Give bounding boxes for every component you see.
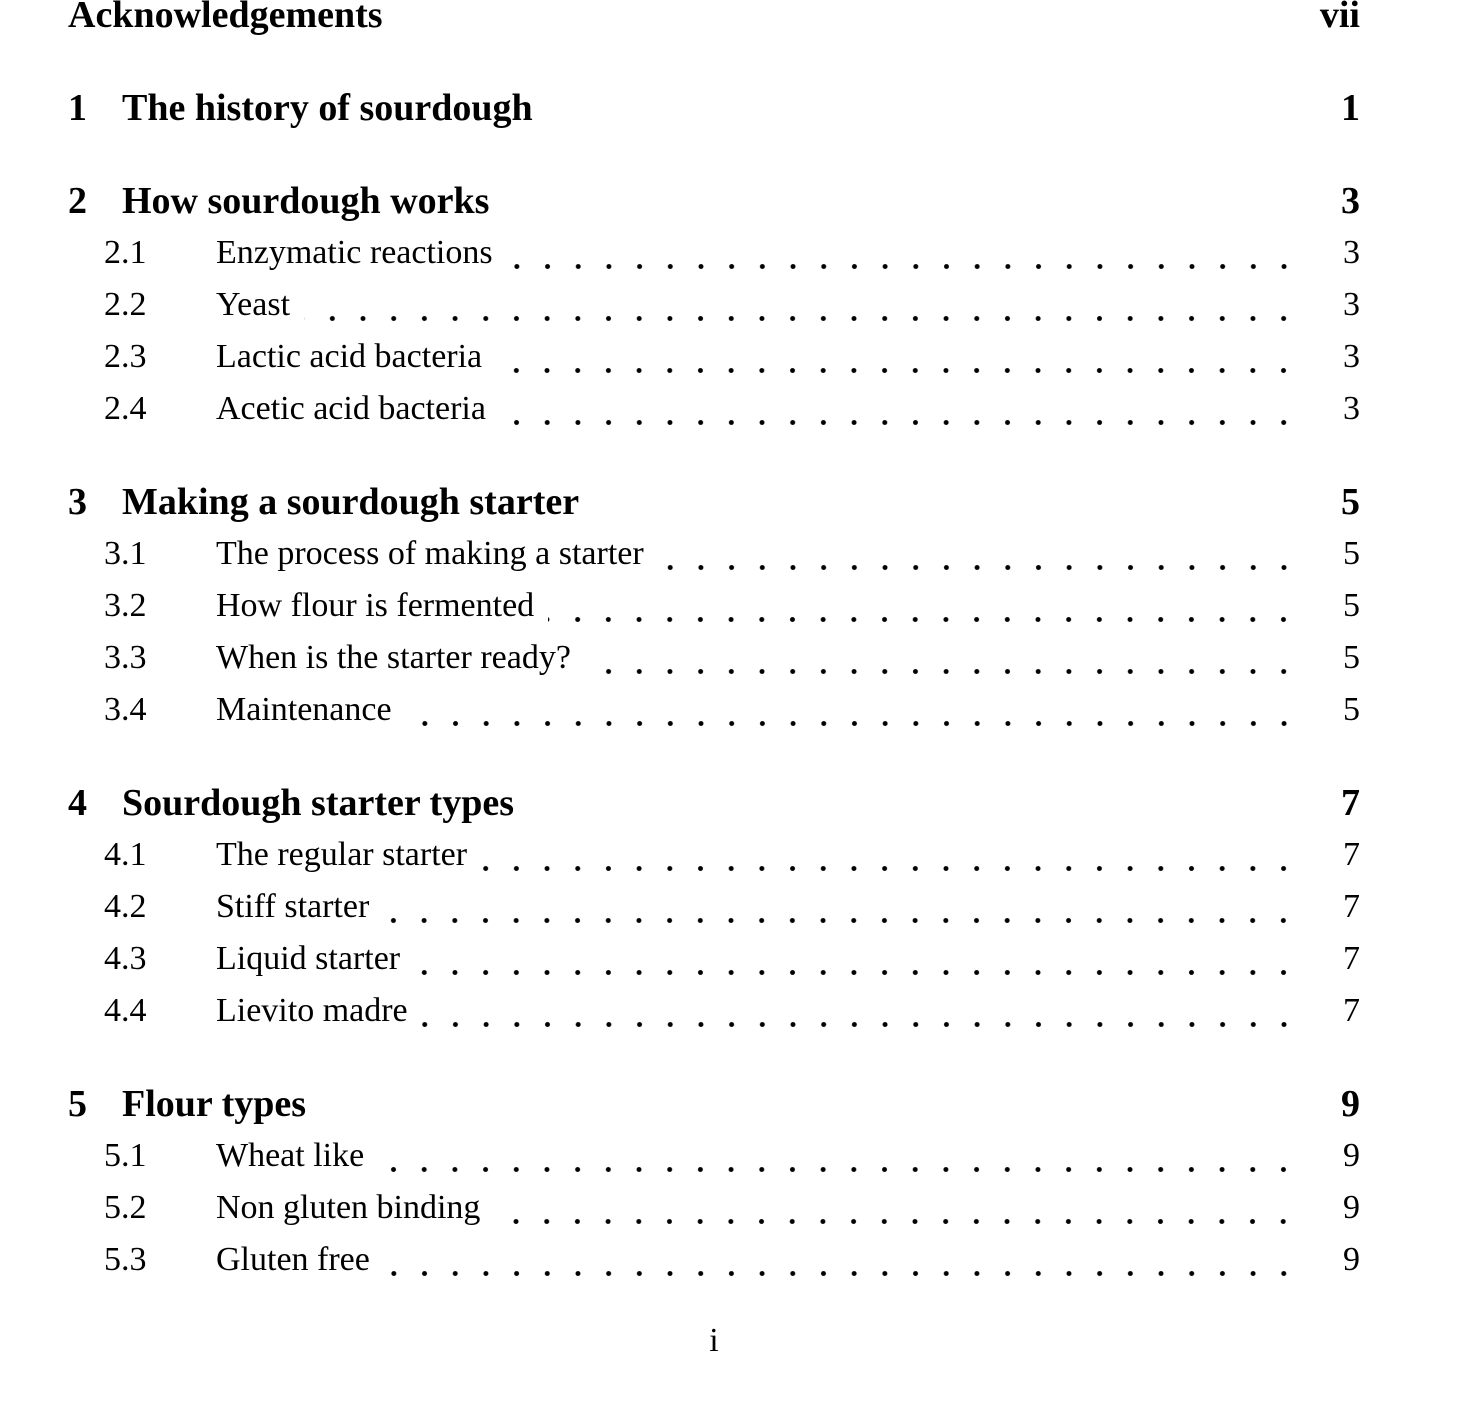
section-title: Wheat like: [216, 1137, 365, 1174]
chapter-number: 3: [68, 481, 87, 523]
toc-entry-section-5-2: [68, 1182, 1360, 1234]
dot-leader: [658, 564, 1299, 571]
toc-entry-chapter-4: [68, 777, 1360, 829]
chapter-page-number: 1: [1341, 87, 1360, 129]
dot-leader: [585, 668, 1299, 675]
section-page-number: 7: [1343, 992, 1360, 1029]
chapter-title: How sourdough works: [122, 180, 490, 222]
dot-leader: [507, 263, 1299, 270]
dot-leader: [383, 917, 1299, 924]
section-number: 3.1: [104, 535, 147, 572]
section-title: Acetic acid bacteria: [216, 390, 486, 427]
dot-leader: [384, 1270, 1299, 1277]
section-title: The regular starter: [216, 836, 468, 873]
section-page-number: 7: [1343, 940, 1360, 977]
toc-entry-section-5-1: [68, 1130, 1360, 1182]
dot-leader: [548, 616, 1299, 623]
section-number: 3.3: [104, 639, 147, 676]
entry-page-number: vii: [1319, 0, 1360, 36]
chapter-title: Sourdough starter types: [122, 782, 514, 824]
toc-entry-section-3-2: [68, 580, 1360, 632]
section-page-number: 3: [1343, 234, 1360, 271]
section-number: 4.1: [104, 836, 147, 873]
section-number: 2.1: [104, 234, 147, 271]
dot-leader: [378, 1166, 1299, 1173]
section-page-number: 3: [1343, 286, 1360, 323]
toc-entry-section-2-1: [68, 227, 1360, 279]
section-number: 4.4: [104, 992, 147, 1029]
chapter-title: Making a sourdough starter: [122, 481, 580, 523]
section-title: The process of making a starter: [216, 535, 644, 572]
section-page-number: 5: [1343, 639, 1360, 676]
toc-entry-section-3-3: [68, 632, 1360, 684]
section-title: Non gluten binding: [216, 1189, 481, 1226]
dot-leader: [414, 969, 1299, 976]
section-number: 2.2: [104, 286, 147, 323]
chapter-title: The history of sourdough: [122, 87, 533, 129]
section-number: 3.2: [104, 587, 147, 624]
chapter-title: Flour types: [122, 1083, 307, 1125]
toc-entry-section-2-2: [68, 279, 1360, 331]
section-number: 4.3: [104, 940, 147, 977]
toc-entry-section-4-3: [68, 933, 1360, 985]
section-title: Stiff starter: [216, 888, 370, 925]
toc-entry-section-4-1: [68, 829, 1360, 881]
section-number: 4.2: [104, 888, 147, 925]
toc-entry-chapter-2: [68, 175, 1360, 227]
section-title: Maintenance: [216, 691, 392, 728]
section-title: Gluten free: [216, 1241, 370, 1278]
chapter-number: 1: [68, 87, 87, 129]
dot-leader: [406, 720, 1299, 727]
section-page-number: 7: [1343, 888, 1360, 925]
toc-entry-section-2-4: [68, 383, 1360, 435]
dot-leader: [494, 1218, 1299, 1225]
chapter-page-number: 7: [1341, 782, 1360, 824]
toc-entry-chapter-3: [68, 476, 1360, 528]
toc-entry-chapter-5: [68, 1078, 1360, 1130]
section-page-number: 7: [1343, 836, 1360, 873]
toc-entry-chapter-1: [68, 82, 1360, 134]
toc-entry-section-4-2: [68, 881, 1360, 933]
toc-entry-section-5-3: [68, 1234, 1360, 1286]
dot-leader: [496, 367, 1299, 374]
toc-entry-section-2-3: [68, 331, 1360, 383]
chapter-page-number: 5: [1341, 481, 1360, 523]
chapter-page-number: 9: [1341, 1083, 1360, 1125]
chapter-page-number: 3: [1341, 180, 1360, 222]
dot-leader: [304, 315, 1299, 322]
toc-entry-section-3-1: [68, 528, 1360, 580]
section-number: 2.4: [104, 390, 147, 427]
table-of-contents: [68, 0, 1360, 1286]
section-page-number: 9: [1343, 1189, 1360, 1226]
section-title: Enzymatic reactions: [216, 234, 493, 271]
chapter-number: 5: [68, 1083, 87, 1125]
section-page-number: 5: [1343, 587, 1360, 624]
dot-leader: [481, 865, 1299, 872]
toc-entry-section-3-4: [68, 684, 1360, 736]
section-page-number: 5: [1343, 535, 1360, 572]
section-title: Yeast: [216, 286, 291, 323]
dot-leader: [500, 419, 1299, 426]
section-number: 5.2: [104, 1189, 147, 1226]
section-page-number: 3: [1343, 390, 1360, 427]
chapter-number: 4: [68, 782, 87, 824]
section-number: 3.4: [104, 691, 147, 728]
toc-entry-section-4-4: [68, 985, 1360, 1037]
section-page-number: 9: [1343, 1137, 1360, 1174]
section-number: 2.3: [104, 338, 147, 375]
section-title: When is the starter ready?: [216, 639, 571, 676]
page-number-footer: i: [709, 1322, 719, 1359]
section-title: Lievito madre: [216, 992, 408, 1029]
section-title: Lactic acid bacteria: [216, 338, 483, 375]
entry-title: Acknowledgements: [68, 0, 383, 36]
section-page-number: 9: [1343, 1241, 1360, 1278]
section-page-number: 5: [1343, 691, 1360, 728]
section-title: Liquid starter: [216, 940, 401, 977]
chapter-number: 2: [68, 180, 87, 222]
dot-leader: [422, 1021, 1299, 1028]
toc-entry-acknowledgements: [68, 0, 1360, 41]
section-title: How flour is fermented: [216, 587, 535, 624]
section-number: 5.1: [104, 1137, 147, 1174]
section-page-number: 3: [1343, 338, 1360, 375]
section-number: 5.3: [104, 1241, 147, 1278]
